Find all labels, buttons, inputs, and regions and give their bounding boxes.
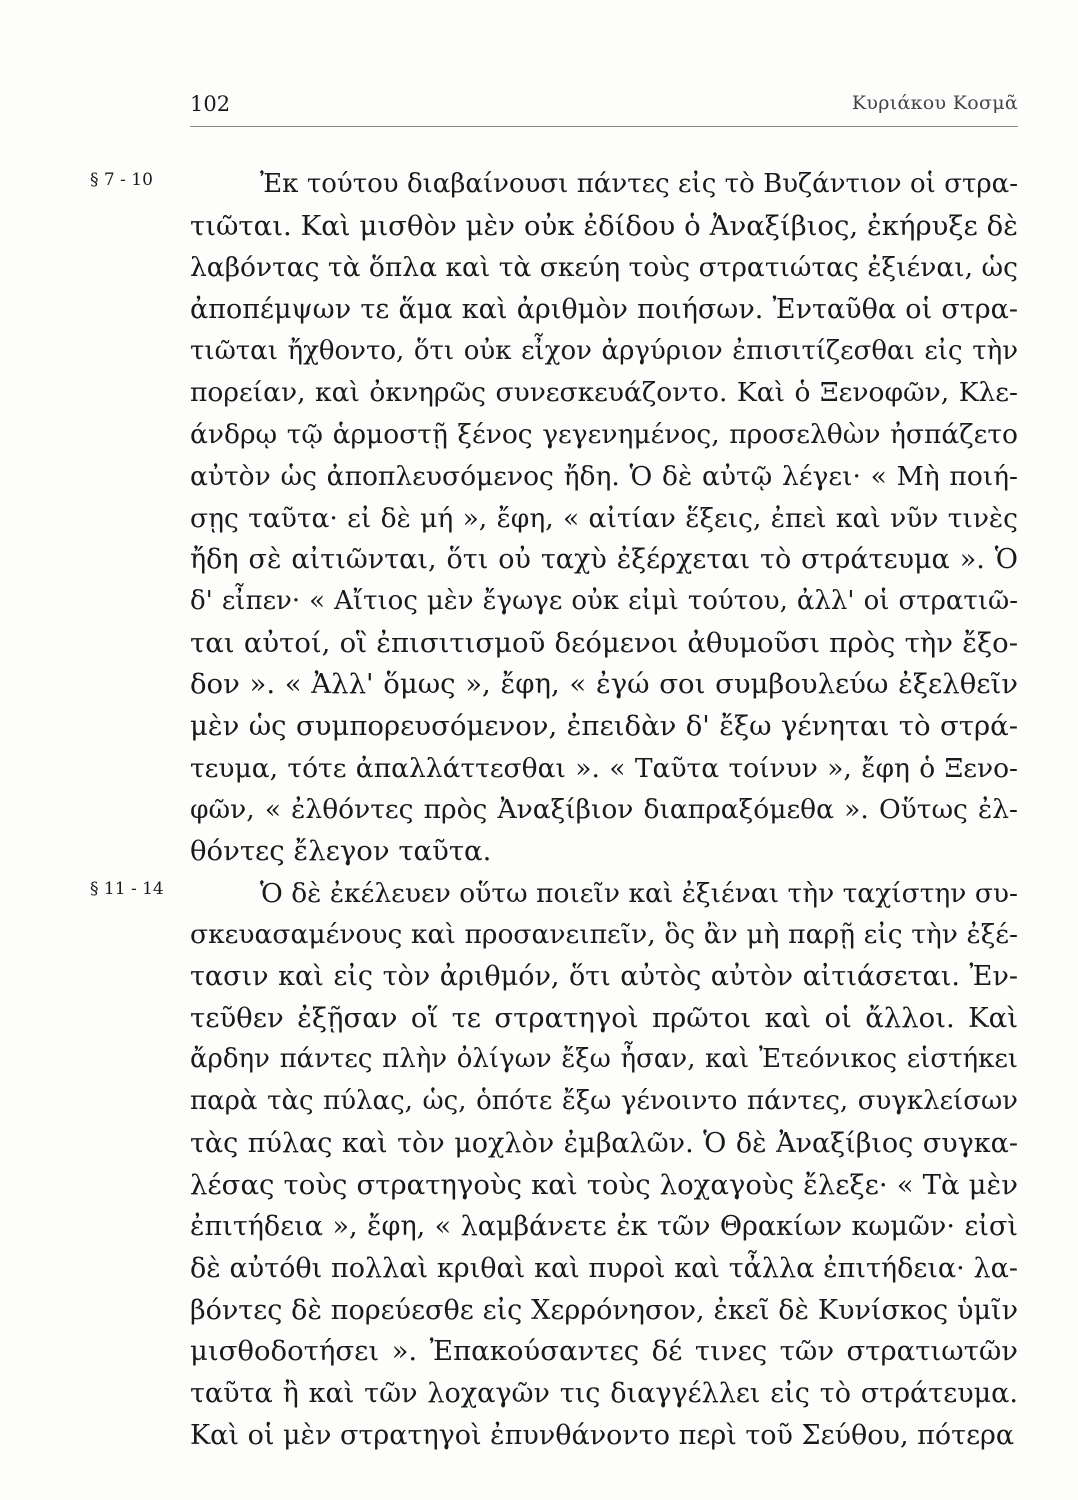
page-header — [190, 92, 1018, 122]
text-line: ἀποπέμψων τε ἅμα καὶ ἀριθμὸν ποιήσων. Ἐνταῦθα οἱ στρα- — [190, 294, 1018, 326]
text-line: τιῶται ἤχθοντο, ὅτι οὐκ εἶχον ἀργύριον ἐπισιτίζεσθαι εἰς τὴν — [190, 335, 1018, 366]
text-line: σκευασαμένους καὶ προσανειπεῖν, ὃς ἂν μὴ παρῇ εἰς τὴν ἐξέ- — [190, 919, 1018, 951]
text-line: φῶν, « ἐλθόντες πρὸς Ἀναξίβιον διαπραξόμεθα ». Οὕτως ἐλ- — [190, 794, 1018, 826]
text-line: σῃς ταῦτα· εἰ δὲ μή », ἔφη, « αἰτίαν ἕξεις, ἐπεὶ καὶ νῦν τινὲς — [190, 502, 1018, 534]
text-line: παρὰ τὰς πύλας, ὡς, ὁπότε ἔξω γένοιντο πάντες, συγκλείσων — [190, 1086, 1018, 1117]
text-line: λαβόντας τὰ ὅπλα καὶ τὰ σκεύη τοὺς στρατιώτας ἐξιέναι, ὡς — [190, 252, 1018, 284]
text-line: τὰς πύλας καὶ τὸν μοχλὸν ἐμβαλῶν. Ὁ δὲ Ἀναξίβιος συγκα- — [190, 1127, 1018, 1159]
page-number: 102 — [190, 92, 231, 116]
text-line: μισθοδοτήσει ». Ἐπακούσαντες δέ τινες τῶν στρατιωτῶν — [190, 1335, 1018, 1368]
text-line: ταῦτα ἢ καὶ τῶν λοχαγῶν τις διαγγέλλει εἰς τὸ στράτευμα. — [190, 1377, 1018, 1409]
text-line: δὲ αὐτόθι πολλαὶ κριθαὶ καὶ πυροὶ καὶ τἆλλα ἐπιτήδεια· λα- — [190, 1252, 1018, 1284]
text-line: θόντες ἔλεγον ταῦτα. — [190, 835, 492, 867]
section-marker: § 7 - 10 — [90, 170, 153, 190]
text-line: άνδρῳ τῷ ἁρμοστῇ ξένος γεγενημένος, προσελθὼν ἠσπάζετο — [190, 419, 1018, 451]
text-line: Ὁ δὲ ἐκέλευεν οὕτω ποιεῖν καὶ ἐξιέναι τὴν ταχίστην συ- — [260, 877, 1018, 909]
text-line: τιῶται. Καὶ μισθὸν μὲν οὐκ ἐδίδου ὁ Ἀναξίβιος, ἐκήρυξε δὲ — [190, 209, 1018, 242]
text-body — [90, 164, 1018, 1456]
text-line: αὐτὸν ὡς ἀποπλευσόμενος ἤδη. Ὁ δὲ αὐτῷ λέγει· « Μὴ ποιή- — [190, 460, 1018, 492]
text-line: ται αὐτοί, οἳ ἐπισιτισμοῦ δεόμενοι ἀθυμοῦσι πρὸς τὴν ἔξο- — [190, 626, 1018, 659]
section — [90, 164, 1018, 873]
running-head: Κυριάκου Κοσμᾶ — [851, 92, 1018, 114]
text-line: τευμα, τότε ἀπαλλάττεσθαι ». « Ταῦτα τοίνυν », ἔφη ὁ Ξενο- — [190, 752, 1018, 784]
header-rule — [190, 126, 1018, 127]
section — [90, 873, 1018, 1457]
section-marker: § 11 - 14 — [90, 878, 164, 899]
text-line: ἤδη σὲ αἰτιῶνται, ὅτι οὐ ταχὺ ἐξέρχεται τὸ στράτευμα ». Ὁ — [190, 544, 1018, 576]
text-line: μὲν ὡς συμπορευσόμενον, ἐπειδὰν δ' ἔξω γένηται τὸ στρά- — [190, 709, 1018, 742]
text-line: δ' εἶπεν· « Αἴτιος μὲν ἔγωγε οὐκ εἰμὶ τούτου, ἀλλ' οἱ στρατιῶ- — [190, 585, 1018, 616]
text-line: τασιν καὶ εἰς τὸν ἀριθμόν, ὅτι αὐτὸς αὐτὸν αἰτιάσεται. Ἐν- — [190, 961, 1018, 993]
text-line: ἐπιτήδεια », ἔφη, « λαμβάνετε ἐκ τῶν Θρακίων κωμῶν· εἰσὶ — [190, 1211, 1018, 1243]
text-line: τεῦθεν ἐξῇσαν οἵ τε στρατηγοὶ πρῶτοι καὶ οἱ ἄλλοι. Καὶ — [190, 1001, 1018, 1034]
text-line: λέσας τοὺς στρατηγοὺς καὶ τοὺς λοχαγοὺς ἔλεξε· « Τὰ μὲν — [190, 1168, 1018, 1201]
text-line: Καὶ οἱ μὲν στρατηγοὶ ἐπυνθάνοντο περὶ τοῦ Σεύθου, πότερα — [190, 1419, 1015, 1451]
text-line: ἄρδην πάντες πλὴν ὀλίγων ἔξω ἦσαν, καὶ Ἐτεόνικος εἱστήκει — [190, 1044, 1018, 1075]
text-line: πορείαν, καὶ ὀκνηρῶς συνεσκευάζοντο. Καὶ ὁ Ξενοφῶν, Κλε- — [190, 377, 1018, 409]
text-line: δον ». « Ἀλλ' ὅμως », ἔφη, « ἐγώ σοι συμβουλεύω ἐξελθεῖν — [190, 668, 1018, 701]
text-line: Ἐκ τούτου διαβαίνουσι πάντες εἰς τὸ Βυζάντιον οἱ στρα- — [260, 169, 1018, 199]
text-line: βόντες δὲ πορεύεσθε εἰς Χερρόνησον, ἐκεῖ δὲ Κυνίσκος ὑμῖν — [190, 1294, 1018, 1326]
